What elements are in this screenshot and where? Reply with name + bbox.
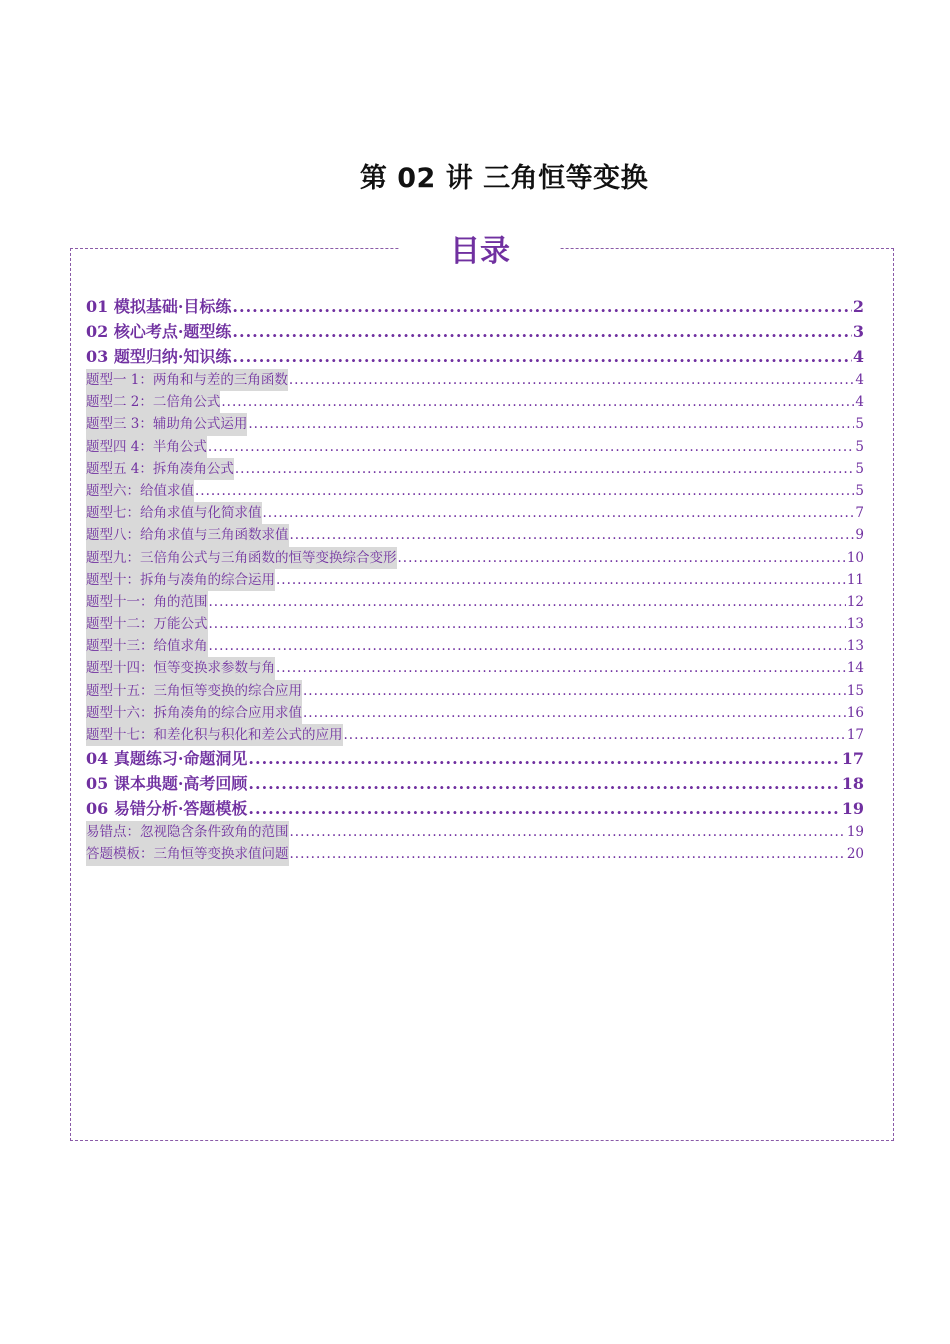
toc-dot-leader [276,657,846,679]
toc-entry[interactable] [86,436,864,458]
toc-entry-label: 题型九：三倍角公式与三角函数的恒等变换综合变形 [86,547,397,569]
toc-entry[interactable] [86,724,864,746]
toc-dot-leader [248,796,840,821]
toc-dot-leader [232,319,851,344]
toc-entry-page: 11 [846,571,864,588]
toc-dot-leader [195,480,854,502]
toc-dot-leader [248,746,840,771]
toc-dot-leader [344,724,846,746]
toc-entry-label: 06 易错分析·答题模板 [86,799,248,819]
toc-entry-page: 18 [841,774,864,794]
toc-dot-leader [208,436,855,458]
toc-entry[interactable] [86,547,864,569]
toc-entry-page: 17 [846,727,864,743]
toc-dot-leader [248,413,854,435]
toc-entry-label: 题型十四：恒等变换求参数与角 [86,657,275,679]
toc-entry[interactable] [86,524,864,546]
toc-entry-label: 题型二 2：二倍角公式 [86,391,220,413]
toc-entry[interactable] [86,344,864,369]
toc-dot-leader [290,524,855,546]
toc-dot-leader [209,613,846,635]
toc-entry-page: 10 [846,549,864,566]
toc-dot-leader [235,458,855,480]
toc-entry[interactable] [86,821,864,843]
toc-entry-label: 题型十五：三角恒等变换的综合应用 [86,680,302,702]
toc-entry-page: 14 [846,660,864,677]
toc-dot-leader [263,502,855,524]
toc-entry[interactable] [86,702,864,724]
toc-entry-page: 19 [846,824,864,841]
toc-entry[interactable] [86,680,864,702]
toc-dot-leader [232,344,851,369]
toc-entry[interactable] [86,413,864,435]
toc-entry-label: 题型三 3：辅助角公式运用 [86,413,247,435]
toc-entry-label: 题型六：给值求值 [86,480,194,502]
toc-entry-label: 题型八：给角求值与三角函数求值 [86,524,289,546]
document-title: 第 02 讲 三角恒等变换 [359,163,649,194]
toc-entry-page: 3 [852,322,864,341]
toc-entry-page: 20 [846,846,864,863]
toc-entry-page: 13 [846,638,864,655]
toc-entry[interactable] [86,591,864,613]
toc-entry-label: 题型十二：万能公式 [86,613,208,635]
toc-entry-label: 题型十：拆角与凑角的综合运用 [86,569,275,591]
toc-entry[interactable] [86,771,864,796]
toc-entry-page: 12 [846,593,864,610]
toc-entry-page: 16 [846,704,864,721]
toc-entry-label: 题型四 4：半角公式 [86,436,207,458]
toc-entry[interactable] [86,657,864,679]
toc-entry-page: 4 [855,394,864,411]
toc-entry-label: 04 真题练习·命题洞见 [86,749,248,769]
toc-entry-page: 5 [855,482,864,499]
toc-entry-page: 5 [855,416,864,433]
toc-entry-page: 4 [852,347,864,366]
toc-entry[interactable] [86,480,864,502]
toc-entry[interactable] [86,391,864,413]
toc-entry[interactable] [86,746,864,771]
toc-entry[interactable] [86,369,864,391]
toc-entry-page: 5 [855,460,864,477]
toc-entry-page: 19 [841,799,864,819]
toc-entry[interactable] [86,843,864,865]
toc-entry-page: 15 [846,682,864,699]
toc-entry-page: 7 [855,505,864,522]
toc-entry-page: 9 [855,527,864,544]
toc-entry-label: 题型十三：给值求角 [86,635,208,657]
toc-entry-label: 01 模拟基础·目标练 [86,297,232,316]
toc-entry-page: 2 [852,297,864,316]
toc-entry-page: 5 [855,438,864,455]
toc-entry-label: 02 核心考点·题型练 [86,322,232,341]
toc-entry[interactable] [86,569,864,591]
toc-dot-leader [303,702,846,724]
toc-list [86,294,864,866]
toc-entry-page: 13 [846,616,864,633]
toc-heading: 目录 [400,232,560,272]
toc-entry[interactable] [86,502,864,524]
toc-dot-leader [290,843,846,865]
toc-dot-leader [303,680,846,702]
toc-entry-label: 题型十一：角的范围 [86,591,208,613]
toc-entry-label: 题型五 4：拆角凑角公式 [86,458,234,480]
toc-dot-leader [289,369,855,391]
toc-dot-leader [276,569,846,591]
toc-dot-leader [209,635,846,657]
toc-entry-label: 题型一 1：两角和与差的三角函数 [86,369,288,391]
toc-entry-label: 答题模板：三角恒等变换求值问题 [86,843,289,865]
toc-entry-label: 03 题型归纳·知识练 [86,347,232,366]
toc-entry-page: 4 [855,372,864,388]
toc-dot-leader [232,294,851,319]
toc-entry-label: 题型十六：拆角凑角的综合应用求值 [86,702,302,724]
toc-entry-label: 易错点：忽视隐含条件致角的范围 [86,821,289,843]
toc-dot-leader [398,547,846,569]
toc-entry-page: 17 [841,749,864,769]
toc-entry[interactable] [86,613,864,635]
toc-dot-leader [248,771,840,796]
toc-dot-leader [221,391,854,413]
toc-entry[interactable] [86,796,864,821]
toc-dot-leader [209,591,846,613]
toc-entry[interactable] [86,319,864,344]
toc-entry-label: 题型七：给角求值与化简求值 [86,502,262,524]
toc-entry[interactable] [86,294,864,319]
toc-entry-label: 05 课本典题·高考回顾 [86,774,248,794]
toc-entry-label: 题型十七：和差化积与积化和差公式的应用 [86,724,343,746]
toc-dot-leader [290,821,846,843]
toc-entry[interactable] [86,635,864,657]
toc-entry[interactable] [86,458,864,480]
